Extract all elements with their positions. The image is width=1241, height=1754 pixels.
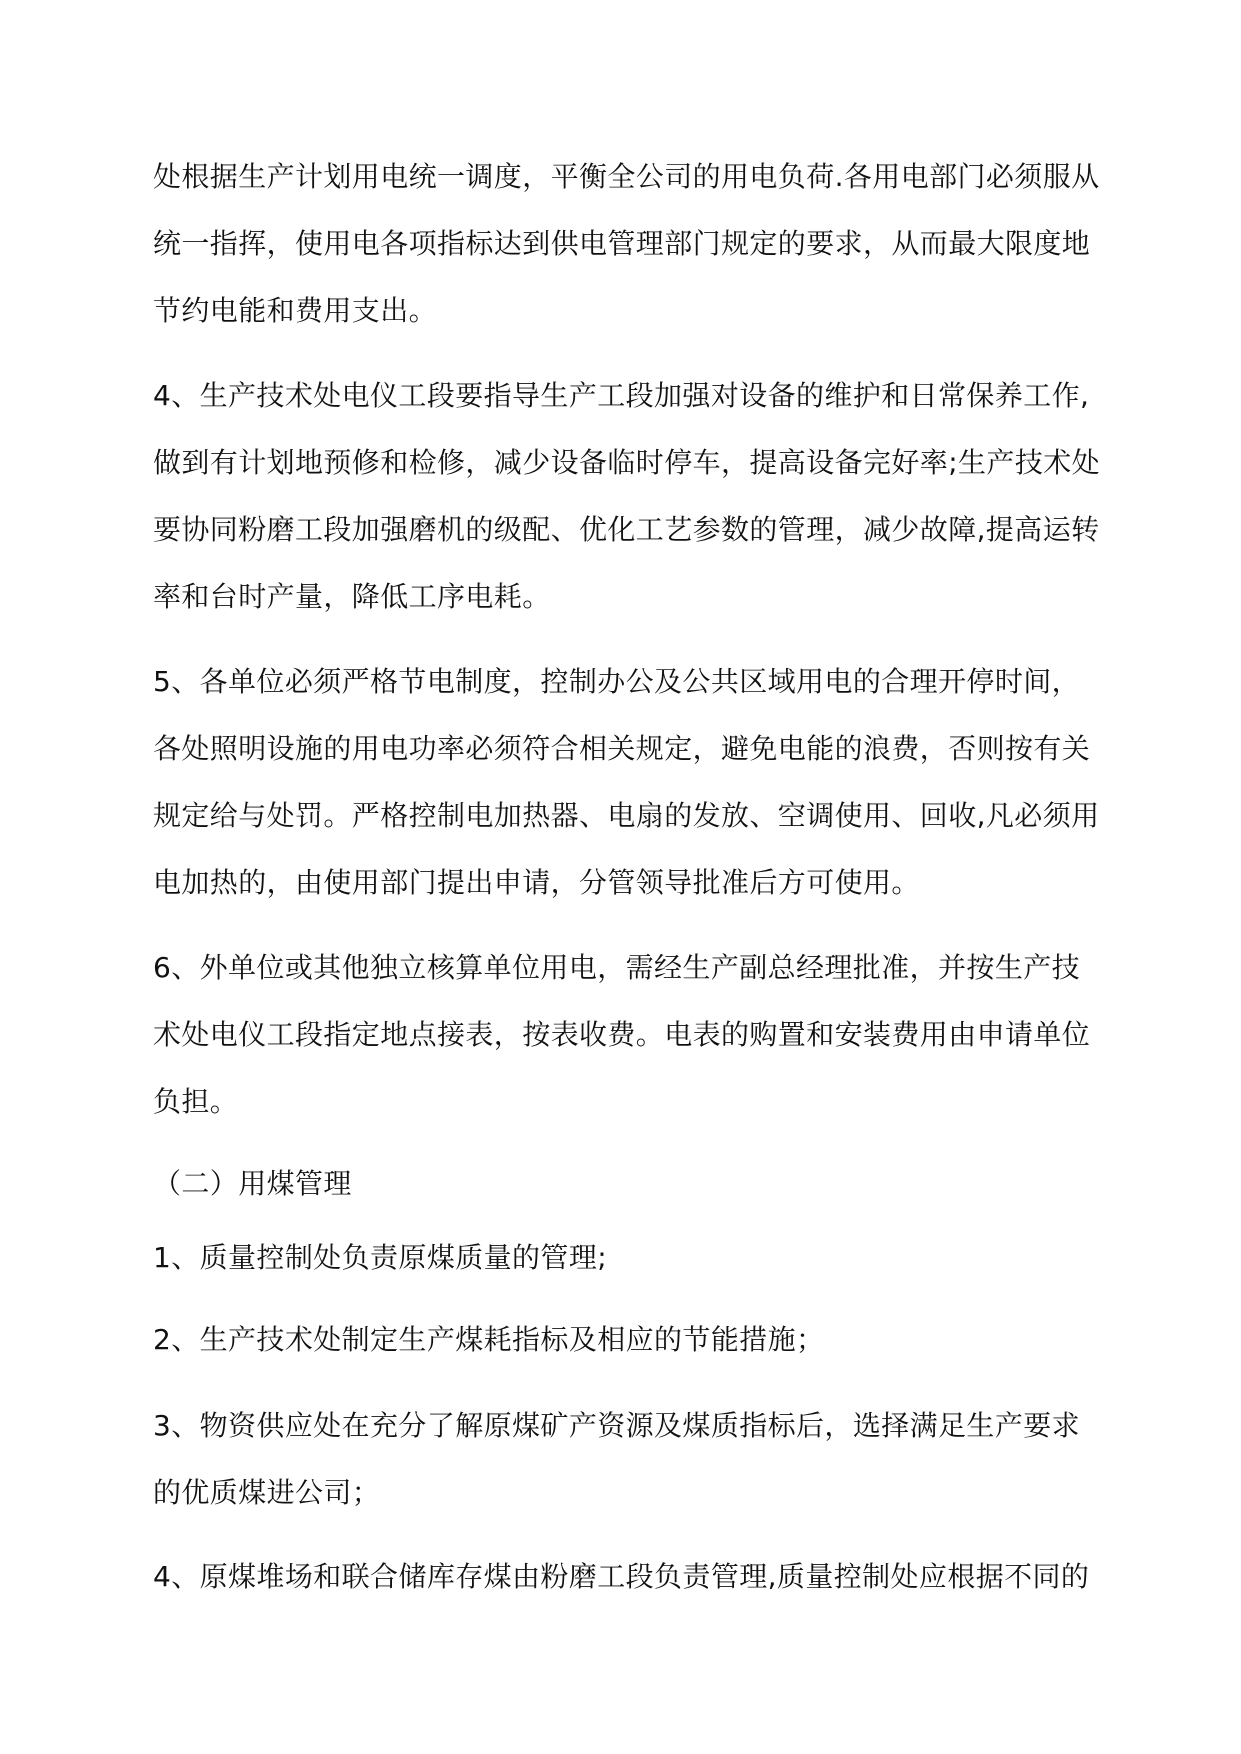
text-line: 做到有计划地预修和检修，减少设备临时停车，提高设备完好率;生产技术处: [153, 446, 1101, 479]
text-line: 的优质煤进公司；: [153, 1476, 381, 1509]
text-line: 各处照明设施的用电功率必须符合相关规定，避免电能的浪费，否则按有关: [153, 732, 1091, 765]
text-line: 2、生产技术处制定生产煤耗指标及相应的节能措施；: [153, 1323, 825, 1356]
text-line: 要协同粉磨工段加强磨机的级配、优化工艺参数的管理，减少故障,提高运转: [153, 513, 1100, 546]
text-line: 统一指挥，使用电各项指标达到供电管理部门规定的要求，从而最大限度地: [153, 227, 1091, 260]
text-line: 4、生产技术处电仪工段要指导生产工段加强对设备的维护和日常保养工作,: [153, 379, 1090, 412]
text-line: 电加热的，由使用部门提出申请，分管领导批准后方可使用。: [153, 866, 920, 899]
text-line: 节约电能和费用支出。: [153, 294, 438, 327]
text-line: 5、各单位必须严格节电制度，控制办公及公共区域用电的合理开停时间，: [153, 665, 1081, 698]
text-line: 处根据生产计划用电统一调度，平衡全公司的用电负荷.各用电部门必须服从: [153, 160, 1100, 193]
text-line: 规定给与处罚。严格控制电加热器、电扇的发放、空调使用、回收,凡必须用: [153, 799, 1100, 832]
section-heading: （二）用煤管理: [153, 1167, 352, 1200]
text-line: 率和台时产量，降低工序电耗。: [153, 580, 551, 613]
text-line: 1、质量控制处负责原煤质量的管理;: [153, 1241, 608, 1274]
text-line: 6、外单位或其他独立核算单位用电，需经生产副总经理批准，并按生产技: [153, 951, 1081, 984]
text-line: 3、物资供应处在充分了解原煤矿产资源及煤质指标后，选择满足生产要求: [153, 1409, 1081, 1442]
text-line: 术处电仪工段指定地点接表，按表收费。电表的购置和安装费用由申请单位: [153, 1018, 1091, 1051]
text-line: 负担。: [153, 1085, 239, 1118]
text-line: 4、原煤堆场和联合储库存煤由粉磨工段负责管理,质量控制处应根据不同的: [153, 1560, 1090, 1593]
